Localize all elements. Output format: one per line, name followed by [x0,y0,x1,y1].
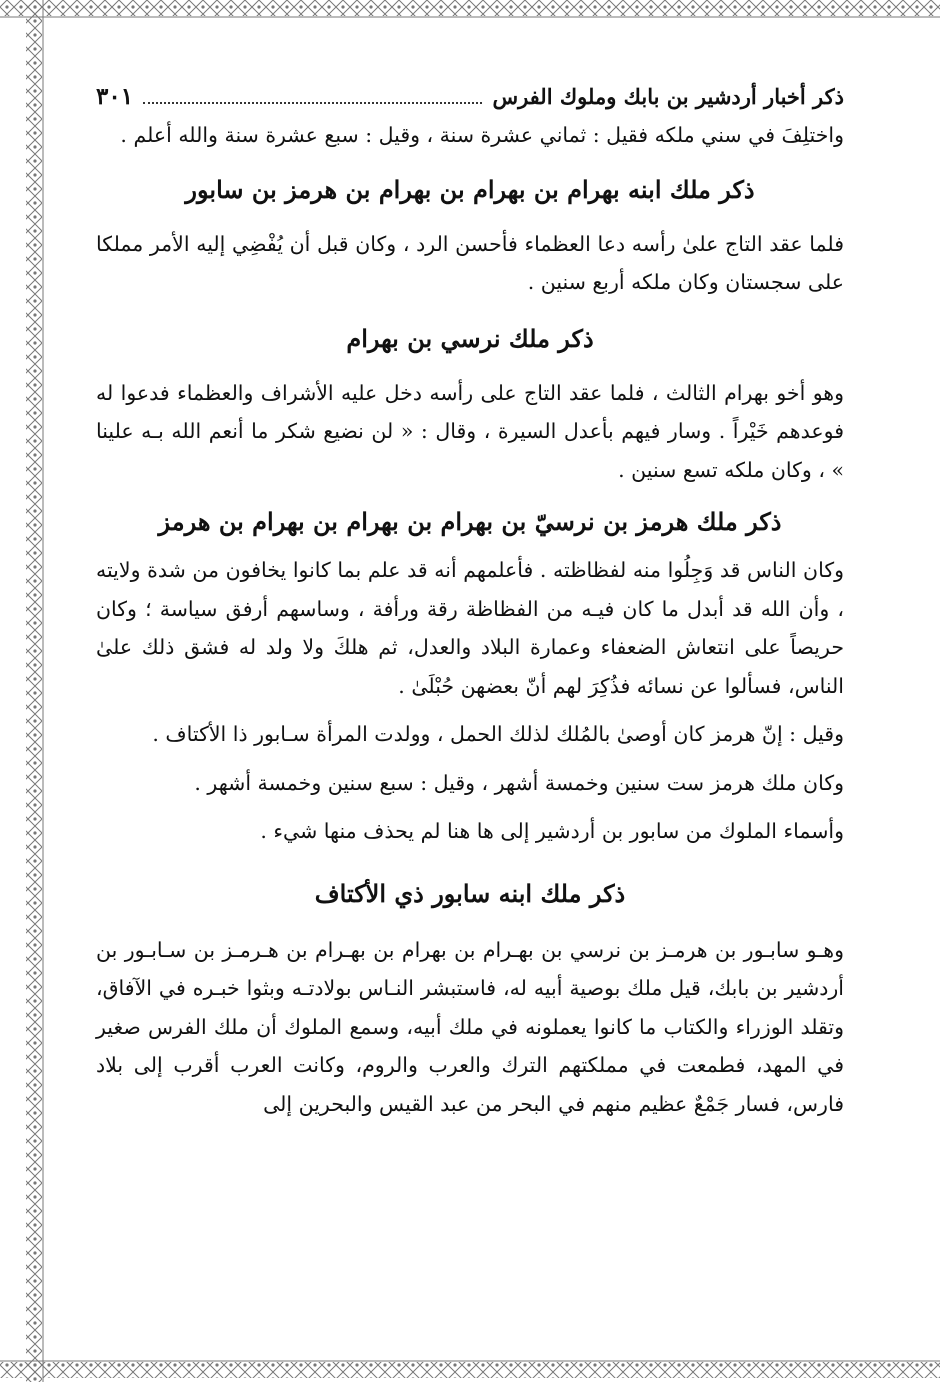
section-heading-narsi: ذكر ملك نرسي بن بهرام [346,323,594,353]
running-head-title: ذكر أخبار أردشير بن بابك وملوك الفرس [492,83,844,109]
page-number: ٣٠١ [96,82,134,110]
paragraph-2: وهو أخو بهرام الثالث ، فلما عقد التاج على رأسه دخل عليه الأشراف والعظماء فدعوا له فوعدهم خَيْراً . وسار فيهم بأعدل السيرة ، وقال : « لن نضيع شكر ما أنعم الله بـه علينا » ، وكان ملكه تسع سنين . [96,380,844,482]
paragraph-7: وهـو سابـور بن هرمـز بن نرسي بن بهـرام بن بهرام بن بهـرام بن هـرمـز بن سـابـور بن أردشير بن بابك، قيل ملك بوصية أبيه له، فاستبشر النـاس بولادتـه وبثوا خبـره في الآفاق، وتقلد الوزراء والكتاب ما كانوا يعملونه في ملك أبيه، وسمع الملوك أن ملك الفرس صغير في المهد، فطمعت في مملكتهم الترك والعرب والروم، وكانت العرب أقرب إلى بلاد فارس، فسار جَمْعٌ عظيم منهم في البحر من عبد القيس والبحرين إلى [96,937,844,1116]
section-heading-bahram: ذكر ملك ابنه بهرام بن بهرام بن بهرام بن هرمز بن سابور [185,174,755,204]
paragraph-3: وكان الناس قد وَجِلُوا منه لفظاظته . فأعلمهم أنه قد علم بما كانوا يخافون من شدة ولايته ، وأن الله قد أبدل ما كان فيـه من الفظاظة رقة ورأفة ، وساسهم أرفق سياسة ؛ وكان حريصاً على انتعاش الضعفاء وعمارة البلاد والعدل، ثم هلكَ ولا ولد له فشق ذلك علىٰ الناس، فسألوا عن نسائه فذُكِرَ لهم أنّ بعضهن حُبْلَىٰ . [96,558,844,698]
section-heading-hormuz: ذكر ملك هرمز بن نرسيّ بن بهرام بن بهرام بن بهرام بن هرمز [158,507,782,536]
paragraph-6: وأسماء الملوك من سابور بن أردشير إلى ها هنا لم يحذف منها شيء . [260,819,844,843]
paragraph-0: واختلِفَ في سني ملكه فقيل : ثماني عشرة سنة ، وقيل : سبع عشرة سنة والله أعلم . [120,123,844,147]
leader-dots [143,88,482,104]
paragraph-1: فلما عقد التاج علىٰ رأسه دعا العظماء فأحسن الرد ، وكان قبل أن يُفْضِي إليه الأمر مملكا على سجستان وكان ملكه أربع سنين . [96,231,844,294]
page-text [96,78,844,1123]
section-heading-shapur: ذكر ملك ابنه سابور ذي الأكتاف [314,878,626,908]
running-head [96,78,844,114]
paragraph-4: وقيل : إنّ هرمز كان أوصىٰ بالمُلك لذلك الحمل ، وولدت المرأة سـابور ذا الأكتاف . [152,722,844,746]
paragraph-5: وكان ملك هرمز ست سنين وخمسة أشهر ، وقيل : سبع سنين وخمسة أشهر . [194,770,844,795]
